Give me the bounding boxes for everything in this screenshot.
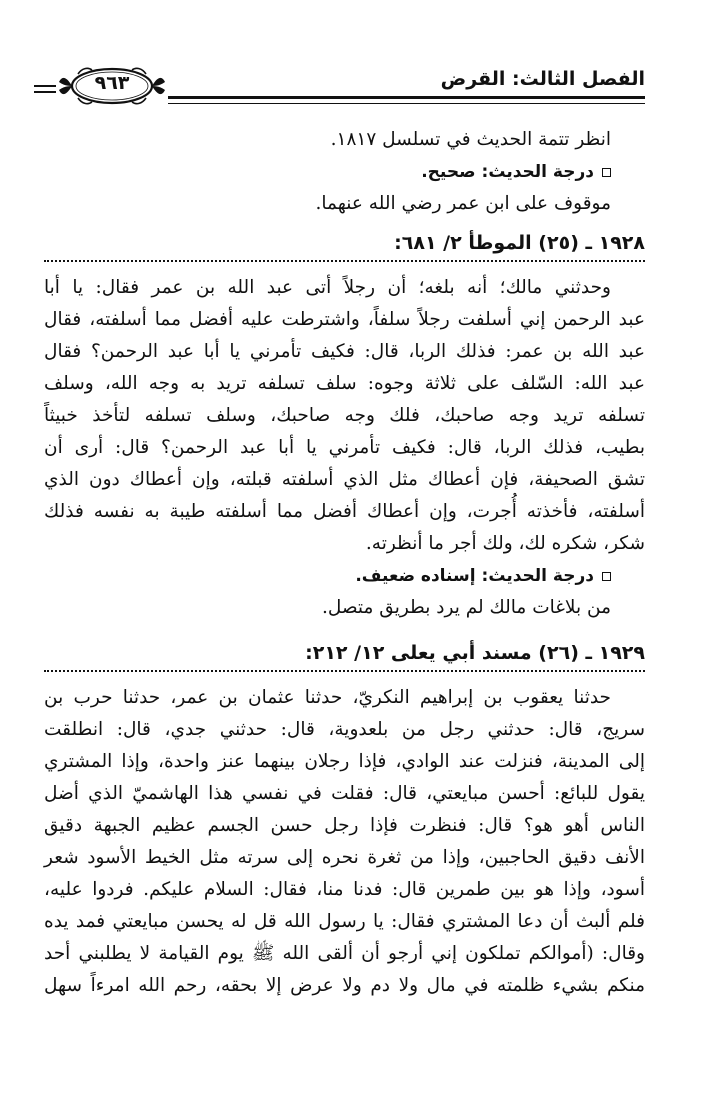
text-line: يقول للبائع: أحسن مبايعتي، قال: فقلت في نفسي هذا الهاشميّ الذي أضل — [44, 783, 645, 804]
hadith-grade — [44, 560, 611, 592]
text-line: عبد الرحمن إني أسلفت رجلاً سلفاً، واشترطت عليه أفضل مما أسلفته، فقال — [44, 309, 645, 330]
page-header — [38, 62, 645, 114]
page-number: ٩٦٣ — [94, 72, 130, 94]
text-line: وقال: (أموالكم تملكون إني أرجو أن ألقى الله ﷺ يوم القيامة لا يطلبني أحد — [44, 943, 645, 964]
text-line: بطيب، فذلك الربا، قال: فكيف تأمرني يا أبا عبد الرحمن؟ قال: أرى أن — [44, 437, 645, 458]
text-line: سريج، قال: حدثني رجل من بلعدوية، قال: حدثني جدي، قال: انطلقت — [44, 719, 645, 740]
header-dash-ornament — [34, 85, 56, 97]
header-rule-thin — [168, 103, 645, 104]
header-rule-thick — [168, 96, 645, 99]
chapter-title: الفصل الثالث: القرض — [440, 68, 645, 90]
text-line: فلم ألبث أن دعا المشتري فقال: يا رسول الله قل له يحسن مبايعتي فمد يده — [44, 911, 645, 932]
text-line: إلى المدينة، فنزلت عند الوادي، فإذا رجلان بينهما عنز واحدة، وإذا المشتري — [44, 751, 645, 772]
text-line: الناس أهو هو؟ قال: فنظرت فإذا رجل حسن الجسم عظيم الجبهة دقيق — [44, 815, 645, 836]
text-line: تسلفه تريد وجه صاحبك، فلك وجه صاحبك، وسلف تسلفه لتأخذ خبيثاً — [44, 405, 645, 426]
text-line: حدثنا يعقوب بن إبراهيم النكريّ، حدثنا عثمان بن عمر، حدثنا حرب بن — [44, 687, 611, 708]
page-content — [44, 124, 645, 1002]
grade-block-1928 — [44, 560, 645, 624]
grade-value: صحيح. — [421, 162, 476, 182]
hadith-heading-1929: ١٩٢٩ ـ (٢٦) مسند أبي يعلى ١٢/ ٢١٢: — [305, 642, 645, 664]
square-bullet-icon — [602, 572, 611, 581]
hadith-text-1929 — [44, 682, 645, 1002]
hadith-heading-1928: ١٩٢٨ ـ (٢٥) الموطأ ٢/ ٦٨١: — [394, 232, 645, 254]
text-line: منكم بشيء ظلمته في مال ولا دم ولا عرض إلا بحقه، رحم الله امرءاً سهل — [44, 975, 645, 996]
text-line: أسود، وإذا هو بين طمرين قال: فدنا منا، فقال: السلام عليكم. فردوا عليه، — [44, 879, 645, 900]
text-line: عبد الله: السّلف على ثلاثة وجوه: سلف تسلفه تريد به وجه الله، وسلف — [44, 373, 645, 394]
page-number-ornament — [56, 62, 168, 110]
text-line: وحدثني مالك؛ أنه بلغه؛ أن رجلاً أتى عبد الله بن عمر فقال: يا أبا — [44, 277, 611, 298]
text-line: أسلفته، فأخذته أُجرت، وإن أعطاك أفضل مما أسلفته طيبة به نفسه فذلك — [44, 501, 645, 522]
grade-label: درجة الحديث: — [481, 566, 594, 586]
grade-value: إسناده ضعيف. — [355, 566, 476, 586]
text-line: تشق الصحيفة، فإن أعطاك مثل الذي أسلفته قبلته، وإن أعطاك دون الذي — [44, 469, 645, 490]
dotted-rule — [44, 260, 645, 262]
hadith-text-1928 — [44, 272, 645, 560]
continuation-block — [44, 124, 645, 220]
text-line: عبد الله بن عمر: فذلك الربا، قال: فكيف تأمرني يا أبا عبد الرحمن؟ فقال — [44, 341, 645, 362]
grade-label: درجة الحديث: — [481, 162, 594, 182]
square-bullet-icon — [602, 168, 611, 177]
hadith-grade — [44, 156, 611, 188]
text-line: انظر تتمة الحديث في تسلسل ١٨١٧. — [330, 129, 611, 150]
text-line: شكر، شكره لك، ولك أجر ما أنظرته. — [365, 533, 645, 554]
dotted-rule — [44, 670, 645, 672]
text-line: موقوف على ابن عمر رضي الله عنهما. — [315, 193, 611, 214]
text-line: الأنف دقيق الحاجبين، وإذا من ثغرة نحره إلى سرته مثل الخيط الأسود شعر — [44, 847, 645, 868]
text-line: من بلاغات مالك لم يرد بطريق متصل. — [321, 597, 611, 618]
